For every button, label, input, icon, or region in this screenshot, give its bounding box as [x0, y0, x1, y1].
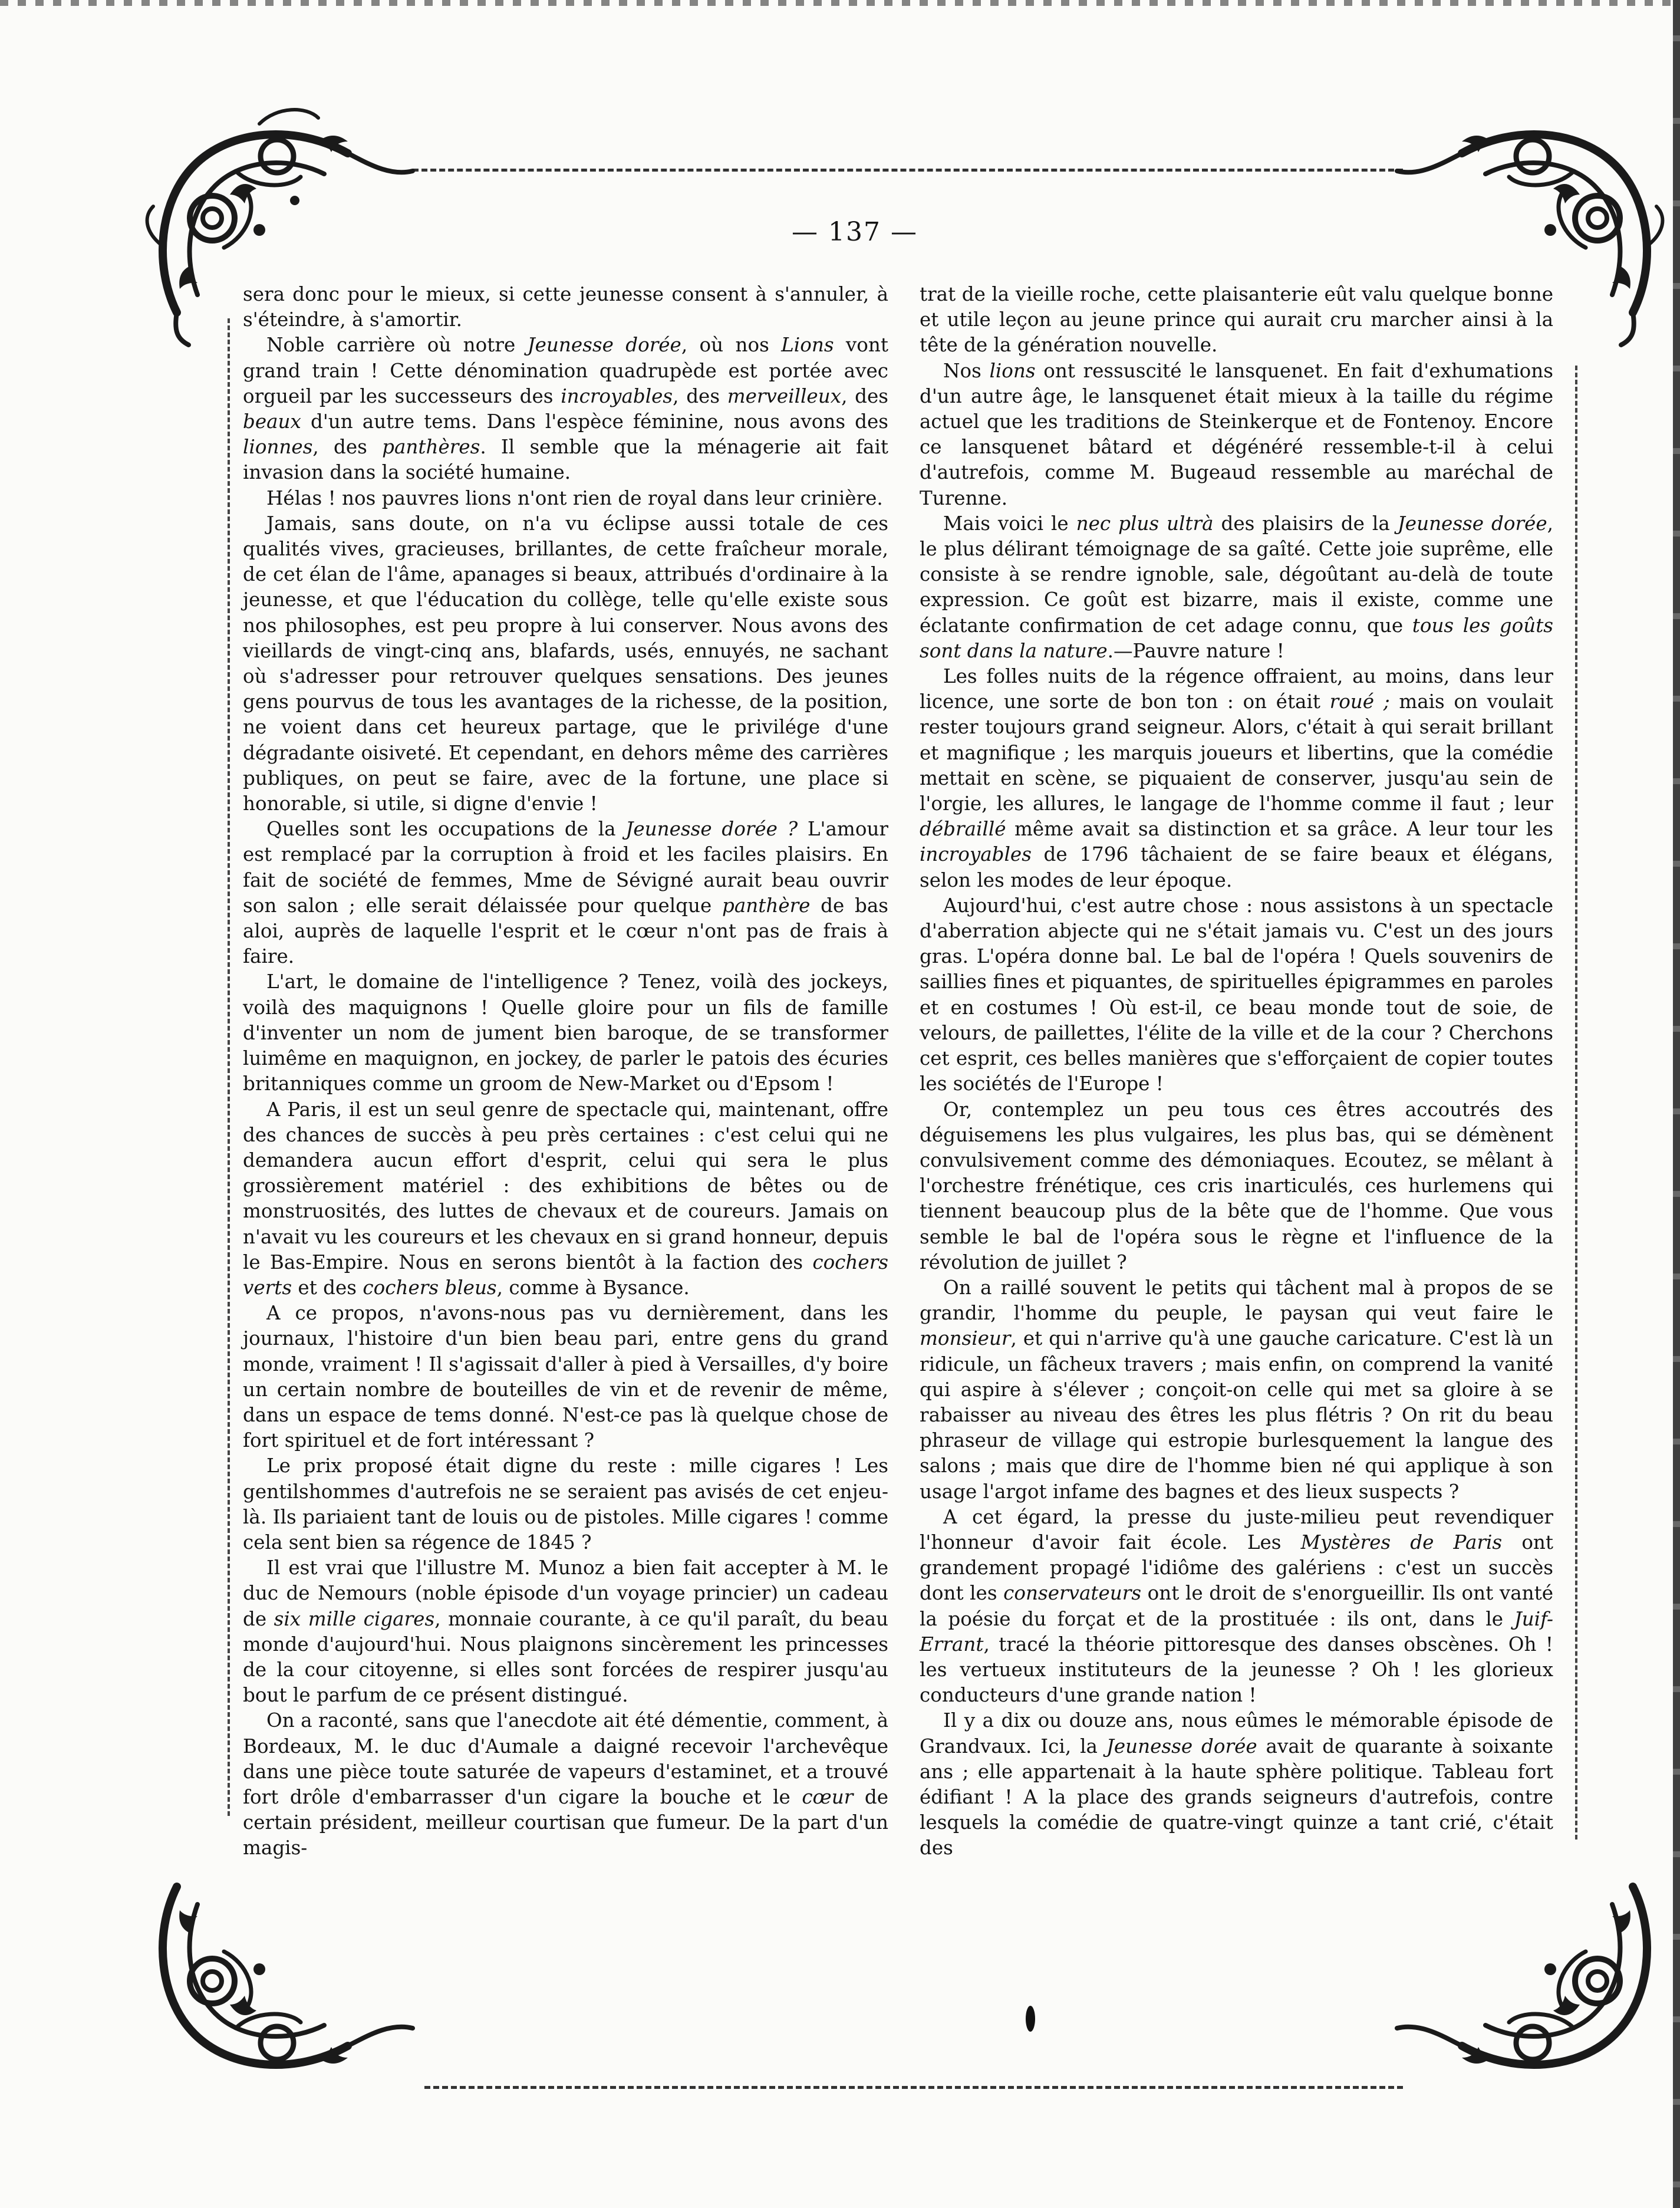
italic-text: panthères [382, 436, 480, 459]
text-run: On a raconté, sans que l'anecdote ait été démentie, comment, à Bordeaux, M. le duc d'Aumale a daigné recevoir l'archevêque dans une pièce toute saturée de vapeurs d'estaminet, et a trouvé fort drôle d'embarrasser d'un cigare la bouche et le [243, 1709, 888, 1808]
scan-edge-top [0, 0, 1680, 6]
italic-text: Jeunesse dorée [1397, 512, 1547, 535]
italic-text: beaux [243, 410, 301, 433]
italic-text: Juif-Errant [920, 1607, 1553, 1656]
text-run: avait de quarante à soixante ans ; elle appartenait à la haute sphère politique. Tableau fort édifiant ! A la place des grands seigneurs d'autrefois, contre lesquels la comédie de quatre-vingt quinze a tant crié, c'était des [920, 1735, 1553, 1860]
paragraph [920, 511, 1553, 664]
paragraph [243, 1708, 888, 1861]
text-run: Hélas ! nos pauvres lions n'ont rien de royal dans leur crinière. [266, 486, 883, 509]
paragraph [920, 1708, 1553, 1861]
paragraph [243, 282, 888, 333]
text-run: ont grandement propagé l'idiôme des galériens : c'est un succès dont les [920, 1531, 1554, 1605]
text-run: Le prix proposé était digne du reste : mille cigares ! Les gentilshommes d'autrefois ne se seraient pas avisés de cet enjeu-là. Ils pariaient tant de louis ou de pistoles. Mille cigares ! comme cela sent bien sa régence de 1845 ? [243, 1455, 888, 1554]
scan-edge-right [1673, 0, 1680, 2208]
text-column-left [243, 282, 888, 2027]
paragraph [243, 1301, 888, 1453]
text-run: des plaisirs de la [1213, 512, 1398, 535]
italic-text: incroyables [561, 384, 673, 407]
italic-text: Mystères de Paris [1300, 1531, 1503, 1554]
text-run: , monnaie courante, à ce qu'il paraît, du beau monde d'aujourd'hui. Nous plaignons sincèrement les princesses de la cour citoyenne, si elles sont forcées de respirer jusqu'au bout le parfum de ce présent distingué. [243, 1607, 888, 1707]
text-run: mais on voulait rester toujours grand seigneur. Alors, c'était à qui serait brillant et magnifique ; les marquis joueurs et libertins, que la comédie mettait en scène, se piquaient de conserver, jusqu'au sein de l'orgie, les allures, le langage de l'homme comme il faut ; leur [920, 690, 1553, 815]
paragraph [920, 358, 1553, 511]
text-run: Il y a dix ou douze ans, nous eûmes le mémorable épisode de Grandvaux. Ici, la [920, 1709, 1553, 1758]
text-run: sera donc pour le mieux, si cette jeunesse consent à s'annuler, à s'éteindre, à s'amortir. [243, 283, 888, 331]
italic-text: Lions [781, 334, 834, 357]
text-run: de 1796 tâchaient de se faire beaux et élégans, selon les modes de leur époque. [920, 843, 1553, 891]
italic-text: lionnes [243, 436, 313, 459]
text-run: Mais voici le [943, 512, 1076, 535]
italic-text: Jeunesse dorée [1106, 1735, 1257, 1758]
italic-text: cœur [802, 1785, 854, 1808]
text-run: de bas aloi, auprès de laquelle l'esprit et le cœur n'ont pas de frais à faire. [243, 894, 888, 968]
text-run: Or, contemplez un peu tous ces êtres accoutrés des déguisemens les plus vulgaires, les plus bas, qui se démènent convulsivement comme des démoniaques. Ecoutez, se mêlant à l'orchestre frénétique, ces cris inarticulés, ces hurlemens qui tiennent beaucoup plus de la bête que de l'homme. Que vous semble le bal de l'opéra sous le règne et l'influence de la révolution de juillet ? [920, 1098, 1553, 1274]
paragraph [243, 511, 888, 817]
text-run: , comme à Bysance. [496, 1276, 690, 1299]
text-run: Les folles nuits de la régence offraient, au moins, dans leur licence, une sorte de bon ton : on était [920, 665, 1553, 713]
italic-text: tous les goûts sont dans la nature [920, 614, 1553, 662]
text-run: Aujourd'hui, c'est autre chose : nous assistons à un spectacle d'aberration abjecte qui ne s'était jamais vu. C'est un des jours gras. L'opéra donne bal. Le bal de l'opéra ! Quels souvenirs de saillies fines et piquantes, de spirituelles épigrammes en paroles et en costumes ! Où est-il, ce beau monde tout de soie, de velours, de paillettes, l'élite de la ville et de la cour ? Cherchons cet esprit, ces belles manières que s'efforçaient de copier toutes les sociétés de l'Europe ! [920, 894, 1553, 1095]
text-run: A ce propos, n'avons-nous pas vu dernièrement, dans les journaux, l'histoire d'un bien beau pari, entre gens du grand monde, vraiment ! Il s'agissait d'aller à pied à Versailles, d'y boire un certain nombre de bouteilles de vin et de revenir de même, dans un espace de tems donné. N'est-ce pas là quelque chose de fort spirituel et de fort intéressant ? [243, 1302, 888, 1452]
text-run: Quelles sont les occupations de la [266, 818, 626, 841]
paragraph [243, 1453, 888, 1555]
italic-text: six mille cigares [274, 1607, 435, 1630]
text-run: , des [841, 384, 888, 407]
paragraph [920, 664, 1553, 893]
italic-text: cochers verts [243, 1251, 888, 1299]
text-run: vont grand train ! Cette dénomination quadrupède est portée avec orgueil par les successeurs des [243, 334, 888, 407]
text-run: et des [292, 1276, 363, 1299]
text-run: , et qui n'arrive qu'à une gauche caricature. C'est là un ridicule, un fâcheux travers ; mais enfin, on comprend la vanité qui aspire à s'élever ; conçoit-on celle qui met sa gloire à se rabaisser au niveau des êtres les plus flétris ? On rit du beau phraseur de village qui estropie burlesquement la langue des salons ; mais que dire de l'homme bien né qui applique à son usage l'argot infame des bagnes et des lieux suspects ? [920, 1327, 1553, 1503]
paragraph [243, 969, 888, 1097]
text-run: Il est vrai que l'illustre M. Munoz a bien fait accepter à M. le duc de Nemours (noble épisode d'un voyage princier) un cadeau de [243, 1557, 888, 1630]
text-run: Jamais, sans doute, on n'a vu éclipse aussi totale de ces qualités vives, gracieuses, brillantes, de cette fraîcheur morale, de cet élan de l'âme, apanages si beaux, attribués d'ordinaire à la jeunesse, et que l'éducation du collège, telle qu'elle existe sous nos philosophes, est peu propre à lui conserver. Nous avons des vieillards de vingt-cinq ans, blafards, usés, ennuyés, ne sachant où s'adresser pour retrouver quelques sensations. Des jeunes gens pourvus de tous les avantages de la richesse, de la position, ne voient dans cet heureux partage, que le privilége d'une dégradante oisiveté. Et cependant, en dehors même des carrières publiques, on peut se faire, avec de la fortune, une place si honorable, si utile, si digne d'envie ! [243, 512, 888, 815]
paragraph [920, 1505, 1553, 1709]
italic-text: conservateurs [1003, 1582, 1142, 1605]
italic-text: débraillé [920, 818, 1006, 841]
italic-text: Jeunesse dorée [527, 334, 681, 357]
paragraph [920, 1275, 1553, 1505]
frame-rule-top [413, 169, 1403, 172]
text-run: . Il semble que la ménagerie ait fait invasion dans la société humaine. [243, 436, 888, 484]
text-run: .—Pauvre nature ! [1107, 639, 1284, 662]
paragraph [243, 817, 888, 969]
paragraph [920, 893, 1553, 1097]
page-number: — 137 — [792, 217, 918, 247]
text-run: , où nos [681, 334, 782, 357]
text-run: L'amour est remplacé par la corruption à froid et les faciles plaisirs. En fait de société de femmes, Mme de Sévigné aurait beau ouvrir son salon ; elle serait délaissée pour quelque [243, 818, 888, 917]
text-run: , tracé la théorie pittoresque des danses obscènes. Oh ! les vertueux instituteurs de la jeunesse ? Oh ! les glorieux conducteurs d'une grande nation ! [920, 1633, 1553, 1707]
text-run: L'art, le domaine de l'intelligence ? Tenez, voilà des jockeys, voilà des maquignons ! Quelle gloire pour un fils de famille d'inventer un nom de jument bien baroque, de se transformer luimême en maquignon, en jockey, de parler le patois des écuries britanniques comme un groom de New-Market ou d'Epsom ! [243, 970, 888, 1095]
paragraph [243, 1555, 888, 1708]
text-run: Nos [943, 359, 990, 382]
italic-text: monsieur [920, 1327, 1011, 1350]
text-run: , le plus délirant témoignage de sa gaîté. Cette joie suprême, elle consiste à se rendre ignoble, sale, dégoûtant au-delà de toute expression. Ce goût est bizarre, mais il existe, comme une éclatante confirmation de cet adage connu, que [920, 512, 1553, 637]
text-run: A Paris, il est un seul genre de spectacle qui, maintenant, offre des chances de succès à peu près certaines : c'est celui qui ne demandera aucun effort d'esprit, celui qui sera le plus grossièrement matériel : des exhibitions de bêtes ou de monstruosités, des luttes de chevaux et de coureurs. Jamais on n'avait vu les coureurs et les chevaux en si grand honneur, depuis le Bas-Empire. Nous en serons bientôt à la faction des [243, 1098, 888, 1274]
text-run: d'un autre tems. Dans l'espèce féminine, nous avons des [301, 410, 888, 433]
italic-text: roué ; [1329, 690, 1390, 713]
italic-text: merveilleux [727, 384, 842, 407]
frame-rule-right [1575, 366, 1577, 1840]
text-run: de certain président, meilleur courtisan que fumeur. De la part d'un magis- [243, 1785, 888, 1860]
text-run: , des [312, 436, 383, 459]
italic-text: nec plus ultrà [1076, 512, 1214, 535]
italic-text: incroyables [920, 843, 1032, 866]
text-run: , des [673, 384, 727, 407]
paragraph [920, 282, 1553, 358]
text-run: On a raillé souvent le petits qui tâchent mal à propos de se grandir, l'homme du peuple, le paysan qui veut faire le [920, 1276, 1553, 1325]
italic-text: Jeunesse dorée ? [625, 818, 798, 841]
ink-blot [1026, 2006, 1035, 2032]
text-run: A cet égard, la presse du juste-milieu peut revendiquer l'honneur d'avoir fait école. Les [920, 1505, 1553, 1554]
frame-rule-bottom [424, 2086, 1403, 2089]
text-run: même avait sa distinction et sa grâce. A leur tour les [1006, 818, 1553, 841]
italic-text: lions [989, 359, 1036, 382]
frame-rule-left [228, 318, 230, 1816]
paragraph [243, 486, 888, 511]
italic-text: cochers bleus [363, 1276, 497, 1299]
paragraph [920, 1097, 1553, 1275]
text-run: trat de la vieille roche, cette plaisanterie eût valu quelque bonne et utile leçon au jeune prince qui aurait cru marcher ainsi à la tête de la génération nouvelle. [920, 283, 1553, 357]
paragraph [243, 1097, 888, 1301]
text-run: Noble carrière où notre [266, 334, 528, 357]
text-run: ont le droit de s'enorgueillir. Ils ont vanté la poésie du forçat et de la prostituée : ils ont, dans le [920, 1582, 1554, 1630]
italic-text: panthère [722, 894, 811, 917]
paragraph [243, 333, 888, 485]
text-run: ont ressuscité le lansquenet. En fait d'exhumations d'un autre âge, le lansquenet était mieux à la taille du régime actuel que les traditions de Steinkerque et de Fontenoy. Encore ce lansquenet bâtard et dégénéré ressemble-t-il à celui d'autrefois, comme M. Bugeaud ressemble au maréchal de Turenne. [920, 359, 1553, 509]
text-column-right [920, 282, 1553, 2027]
